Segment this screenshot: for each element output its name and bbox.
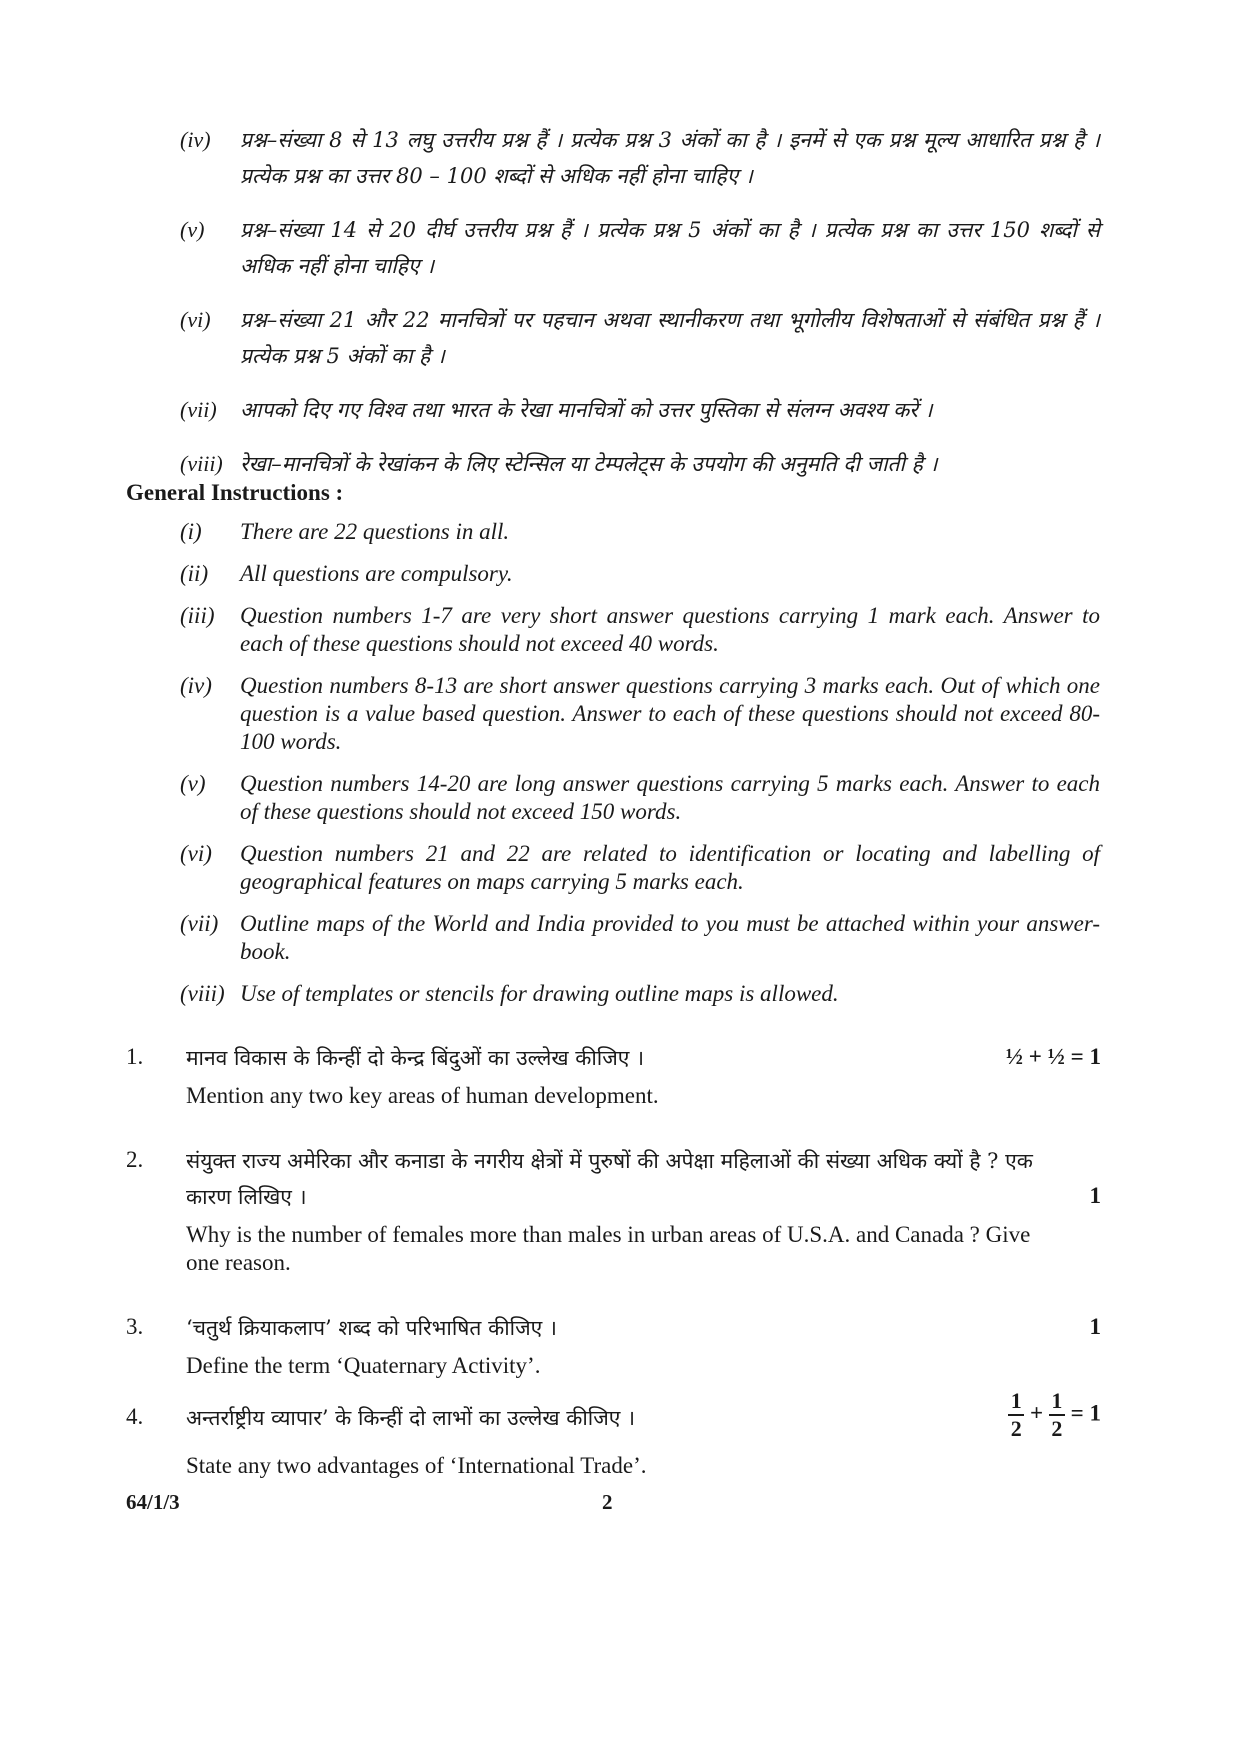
instruction-number: (i) <box>180 519 202 544</box>
instruction-text: प्रश्न–संख्या 21 और 22 मानचित्रों पर पहचान अथवा स्थानीकरण तथा भूगोलीय विशेषताओं से संबंधित प्रश्न हैं । प्रत्येक प्रश्न 5 अंकों का है । <box>240 308 1100 368</box>
paper-code: 64/1/3 <box>126 1490 180 1514</box>
instruction-number: (iv) <box>180 127 211 152</box>
instruction-text: प्रश्न–संख्या 8 से 13 लघु उत्तरीय प्रश्न हैं । प्रत्येक प्रश्न 3 अंकों का है । इनमें से एक प्रश्न मूल्य आधारित प्रश्न है । प्रत्येक प्रश्न का उत्तर 80 – 100 शब्दों से अधिक नहीं होना चाहिए । <box>240 128 1100 188</box>
english-instruction <box>180 672 1100 756</box>
instruction-number: (vii) <box>180 397 217 422</box>
instruction-text: प्रश्न–संख्या 14 से 20 दीर्घ उत्तरीय प्रश्न हैं । प्रत्येक प्रश्न 5 अंकों का है । प्रत्येक प्रश्न का उत्तर 150 शब्दों से अधिक नहीं होना चाहिए । <box>240 218 1100 278</box>
general-instructions-heading: General Instructions : <box>126 480 344 505</box>
english-instruction <box>180 770 1100 826</box>
question-item <box>126 1388 1101 1480</box>
english-instruction <box>180 980 1100 1008</box>
question-hindi: संयुक्त राज्य अमेरिका और कनाडा के नगरीय क्षेत्रों में पुरुषों की अपेक्षा महिलाओं की संख्या अधिक क्यों है ? एक कारण लिखिए । <box>186 1149 1033 1209</box>
instruction-number: (v) <box>180 771 206 796</box>
question-marks: 1 <box>1089 1314 1101 1339</box>
question-number: 4. <box>126 1404 144 1429</box>
english-instruction <box>180 910 1100 966</box>
hindi-instruction <box>180 392 1100 428</box>
question-item <box>126 1040 1101 1110</box>
instruction-number: (vi) <box>180 307 211 332</box>
instruction-number: (viii) <box>180 451 223 476</box>
instruction-text: Outline maps of the World and India provided to you must be attached within your answer-book. <box>240 911 1100 964</box>
instruction-number: (ii) <box>180 561 209 586</box>
question-number: 3. <box>126 1314 144 1339</box>
english-instruction <box>180 840 1100 896</box>
fraction: $\frac{1}{2}$ <box>1049 1390 1065 1440</box>
question-english: Why is the number of females more than males in urban areas of U.S.A. and Canada ? Give one reason. <box>186 1222 1031 1275</box>
instruction-number: (viii) <box>180 981 225 1006</box>
instruction-text: Question numbers 21 and 22 are related to identification or locating and labelling of geographical features on maps carrying 5 marks each. <box>240 841 1100 894</box>
page-number: 2 <box>602 1490 613 1514</box>
question-marks-fraction: $\frac{1}{2}$ + $\frac{1}{2}$ = 1 <box>1008 1390 1101 1440</box>
english-instruction <box>180 560 1100 588</box>
instruction-number: (iv) <box>180 673 212 698</box>
english-instructions-list <box>180 518 1100 1022</box>
question-marks: ½ + ½ = 1 <box>1005 1044 1101 1069</box>
hindi-instructions-list <box>180 122 1100 500</box>
instruction-number: (vii) <box>180 911 219 936</box>
question-marks: 1 <box>1089 1183 1101 1208</box>
hindi-instruction <box>180 122 1100 194</box>
instruction-text: रेखा–मानचित्रों के रेखांकन के लिए स्टेन्सिल या टेम्पलेट्स के उपयोग की अनुमति दी जाती है । <box>240 452 938 476</box>
question-number: 1. <box>126 1044 144 1069</box>
instruction-text: All questions are compulsory. <box>240 561 513 586</box>
hindi-instruction <box>180 302 1100 374</box>
english-instruction <box>180 602 1100 658</box>
question-hindi: अन्तर्राष्ट्रीय व्यापार’ के किन्हीं दो लाभों का उल्लेख कीजिए । <box>186 1406 636 1430</box>
question-hindi: ‘चतुर्थ क्रियाकलाप’ शब्द को परिभाषित कीजिए । <box>186 1316 557 1340</box>
instruction-number: (vi) <box>180 841 212 866</box>
instruction-number: (iii) <box>180 603 215 628</box>
question-number: 2. <box>126 1147 144 1172</box>
instruction-text: Question numbers 8-13 are short answer questions carrying 3 marks each. Out of which one question is a value based question. Answer to each of these questions should not exceed 80-100 words. <box>240 673 1100 754</box>
english-instruction <box>180 518 1100 546</box>
fraction: $\frac{1}{2}$ <box>1008 1390 1024 1440</box>
instruction-text: Question numbers 14-20 are long answer questions carrying 5 marks each. Answer to each of these questions should not exceed 150 words. <box>240 771 1100 824</box>
hindi-instruction <box>180 446 1100 482</box>
instruction-text: Question numbers 1-7 are very short answer questions carrying 1 mark each. Answer to each of these questions should not exceed 40 words. <box>240 603 1100 656</box>
question-item <box>126 1143 1101 1277</box>
instruction-text: आपको दिए गए विश्व तथा भारत के रेखा मानचित्रों को उत्तर पुस्तिका से संलग्न अवश्य करें । <box>240 398 933 422</box>
instruction-number: (v) <box>180 217 205 242</box>
question-english: Define the term ‘Quaternary Activity’. <box>186 1353 541 1378</box>
hindi-instruction <box>180 212 1100 284</box>
instruction-text: There are 22 questions in all. <box>240 519 510 544</box>
question-english: Mention any two key areas of human development. <box>186 1083 659 1108</box>
question-hindi: मानव विकास के किन्हीं दो केन्द्र बिंदुओं का उल्लेख कीजिए । <box>186 1046 645 1070</box>
instruction-text: Use of templates or stencils for drawing outline maps is allowed. <box>240 981 839 1006</box>
question-item <box>126 1310 1101 1380</box>
question-english: State any two advantages of ‘International Trade’. <box>186 1453 647 1478</box>
